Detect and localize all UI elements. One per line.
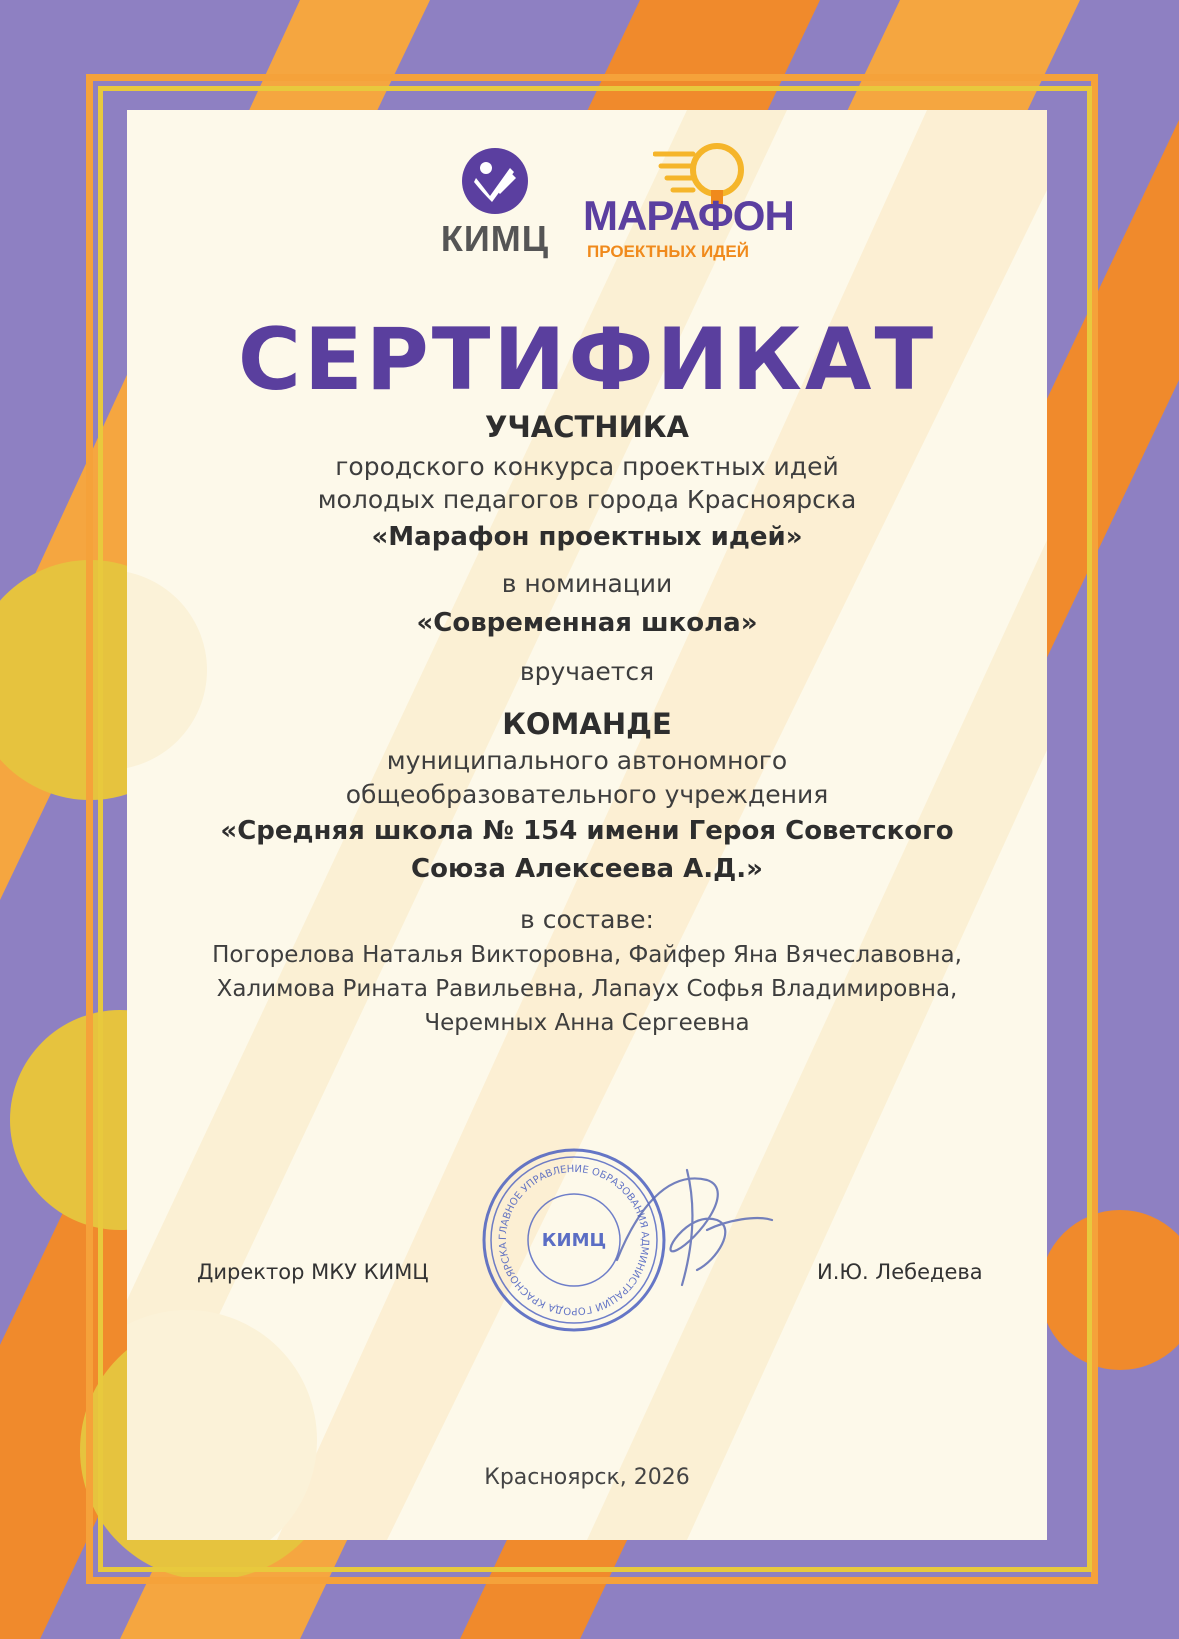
members-line-2: Халимова Рината Равильевна, Лапаух Софья Владимировна, [216,976,958,1002]
signatory-position: Директор МКУ КИМЦ [197,1260,429,1284]
members-intro: в составе: [520,905,654,934]
awarded-text: вручается [519,657,655,686]
stamp-center-text: КИМЦ [541,1230,607,1251]
recipient-heading: КОМАНДЕ [502,707,672,741]
kimc-logo-text: КИМЦ [440,218,550,259]
participant-heading: УЧАСТНИКА [485,410,689,444]
org-line-2: общеобразовательного учреждения [345,780,829,809]
members-line-1: Погорелова Наталья Викторовна, Файфер Яна Вячеславовна, [212,942,962,968]
nomination-name: «Современная школа» [416,608,758,638]
city-year: Красноярск, 2026 [484,1465,690,1490]
contest-line-1: городского конкурса проектных идей [335,452,839,481]
school-name-line-2: Союза Алексеева А.Д.» [411,854,763,884]
certificate-body [127,410,1047,1040]
signatory-name: И.Ю. Лебедева [817,1260,983,1284]
kimc-logo [435,140,555,270]
members-line-3: Черемных Анна Сергеевна [424,1010,750,1036]
nomination-intro: в номинации [501,569,673,598]
org-line-1: муниципального автономного [386,746,788,775]
school-name-line-1: «Средняя школа № 154 имени Героя Советского [220,816,954,846]
contest-line-2: молодых педагогов города Красноярска [317,485,857,514]
marathon-logo [583,136,794,266]
contest-name: «Марафон проектных идей» [371,522,803,552]
kimc-logo-icon [462,148,528,214]
stamp-ring-text: ГЛАВНОЕ УПРАВЛЕНИЕ ОБРАЗОВАНИЯ АДМИНИСТРАЦИИ ГОРОДА КРАСНОЯРСКА [497,1163,651,1317]
marathon-logo-title: МАРАФОН [583,192,794,239]
marathon-logo-subtitle: ПРОЕКТНЫХ ИДЕЙ [587,242,749,261]
certificate-paper [127,110,1047,1540]
handwritten-signature [597,1150,777,1290]
certificate-title: СЕРТИФИКАТ [237,310,937,410]
